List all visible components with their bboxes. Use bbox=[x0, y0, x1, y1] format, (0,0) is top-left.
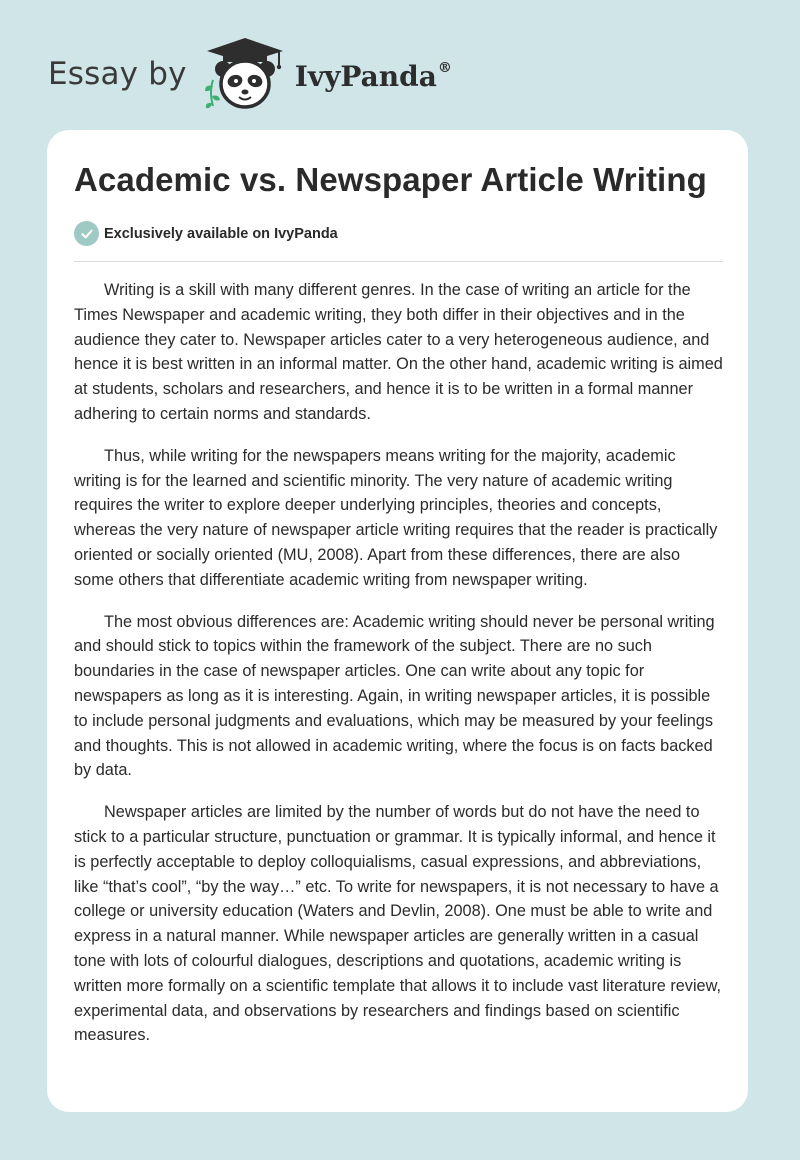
paragraph: Newspaper articles are limited by the number of words but do not have the need to stick to a particular structure, punctuation or grammar. It is typically informal, and hence it is perfectly acceptable to deploy colloquialisms, casual expressions, and abbreviations, like “that’s cool”, “by the way…” etc. To write for newspapers, it is not necessary to have a college or university education (Waters and Devlin, 2008). One must be able to write and express in a natural manner. While newspaper articles are generally written in a casual tone with lots of colourful dialogues, descriptions and quotations, academic writing is written more formally on a scientific template that allows it to include vast literature review, experimental data, and observations by researchers and findings based on scientific measures. bbox=[74, 803, 721, 1045]
registered-mark: ® bbox=[437, 59, 452, 76]
panda-graduate-logo[interactable] bbox=[199, 36, 291, 114]
brand-name[interactable]: IvyPanda® bbox=[294, 59, 452, 93]
exclusive-label: Exclusively available on IvyPanda bbox=[104, 225, 338, 242]
divider bbox=[74, 261, 723, 262]
exclusive-badge bbox=[74, 221, 338, 246]
paragraph: Thus, while writing for the newspapers means writing for the majority, academic writing is for the learned and scientific minority. The very nature of academic writing requires the writer to explore deeper underlying principles, theories and concepts, whereas the very nature of newspaper article writing requires that the reader is practically oriented or socially oriented (MU, 2008). Apart from these differences, there are also some others that differentiate academic writing from newspaper writing. bbox=[74, 446, 718, 589]
check-icon bbox=[74, 221, 99, 246]
paragraph: Writing is a skill with many different genres. In the case of writing an article for the Times Newspaper and academic writing, they both differ in their objectives and in the audience they cater to. Newspaper articles cater to a very heterogeneous audience, and hence it is best written in an informal matter. On the other hand, academic writing is aimed at students, scholars and researchers, and hence it is to be written in a formal manner adhering to certain norms and standards. bbox=[74, 281, 723, 423]
article-body bbox=[74, 278, 724, 1065]
site-header bbox=[48, 34, 452, 114]
essay-by-label: Essay by bbox=[48, 56, 187, 92]
paragraph: The most obvious differences are: Academic writing should never be personal writing and should stick to topics within the framework of the subject. There are no such boundaries in the case of newspaper articles. One can write about any topic for newspapers as long as it is interesting. Again, in writing newspaper articles, it is possible to include personal judgments and evaluations, which may be measured by your feelings and thoughts. This is not allowed in academic writing, where the focus is on facts backed by data. bbox=[74, 612, 715, 780]
article-card bbox=[47, 130, 748, 1112]
page-title: Academic vs. Newspaper Article Writing bbox=[74, 161, 707, 198]
